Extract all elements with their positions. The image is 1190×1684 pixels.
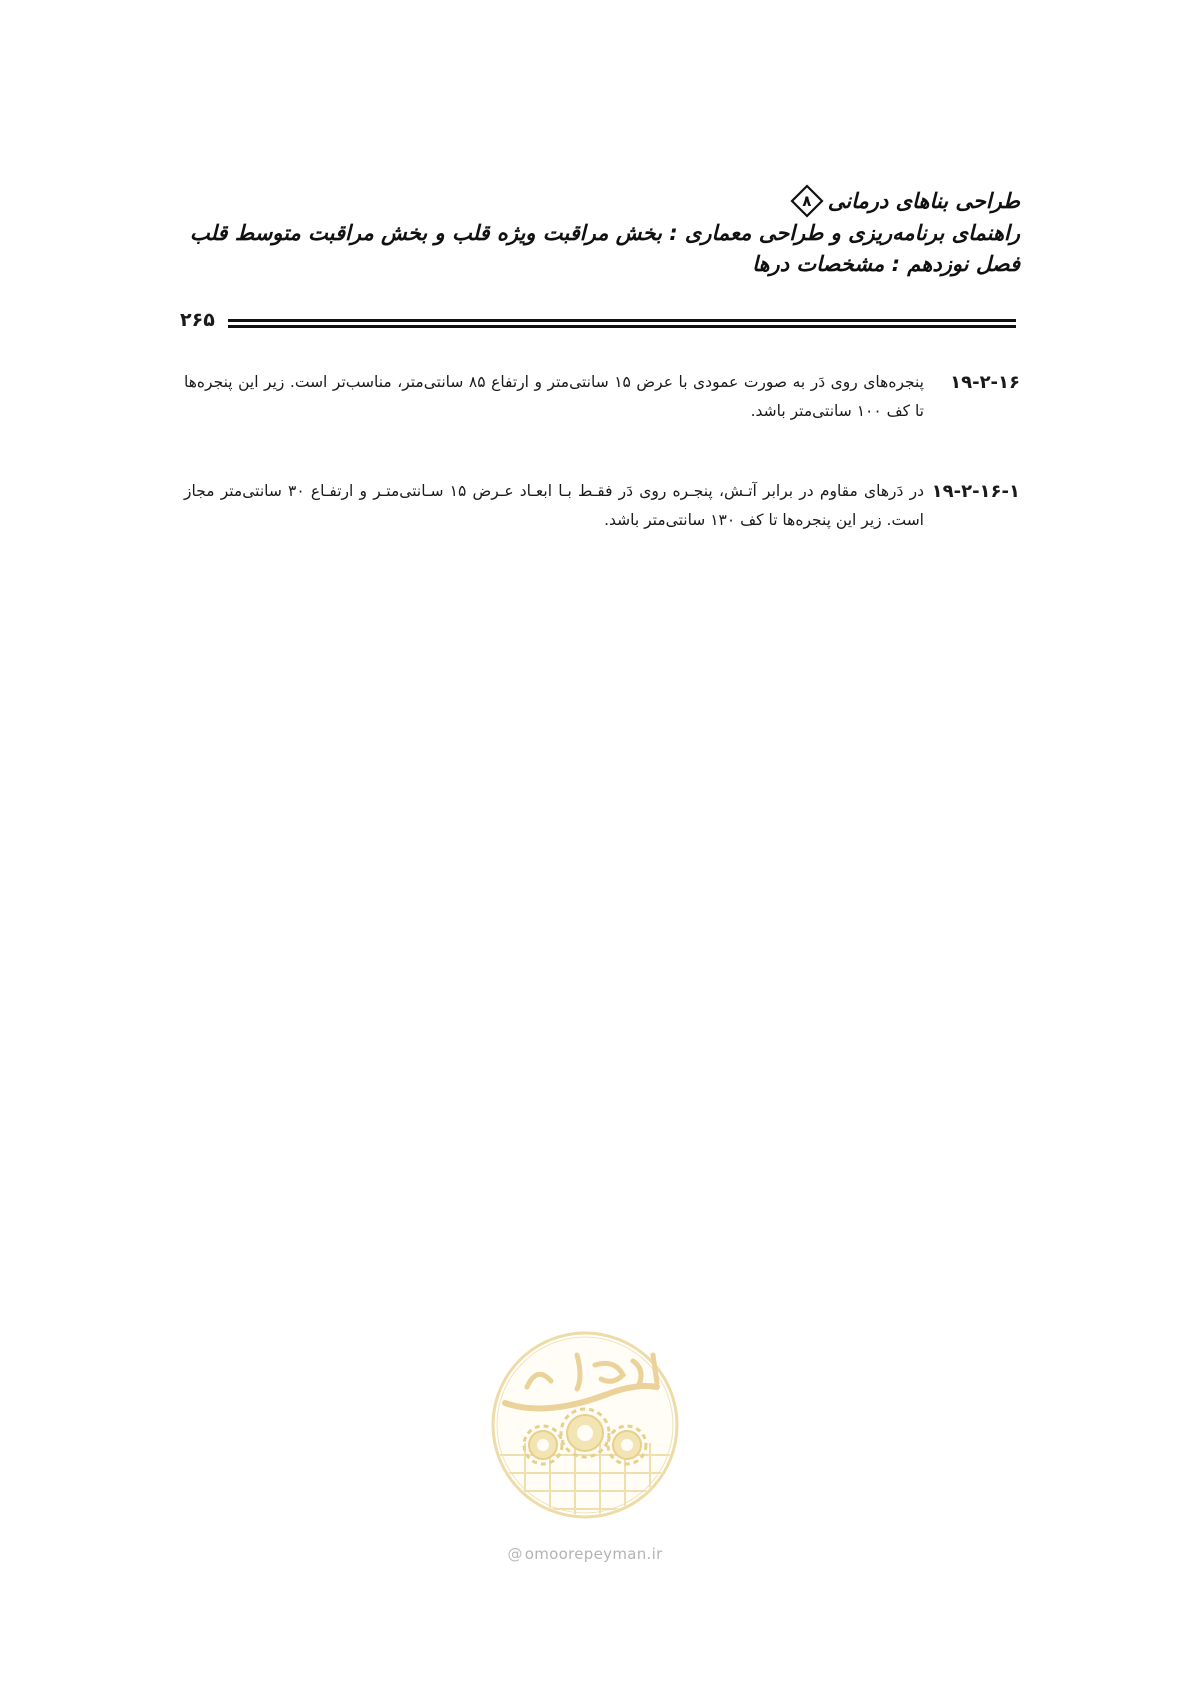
guide-title: راهنمای برنامه‌ریزی و طراحی معماری : بخش مراقبت ویژه قلب و بخش مراقبت متوسط قلب (189, 221, 1020, 245)
page-header (190, 184, 1020, 280)
watermark-logo (485, 1325, 685, 1525)
book-title-line (190, 184, 1020, 218)
paragraph-number: ۱۹-۲-۱۶-۱ (931, 481, 1020, 502)
paragraph-text: پنجره‌های روی دَر به صورت عمودی با عرض ۱۵ سانتی‌متر و ارتفاع ۸۵ سانتی‌متر، مناسب‌تر است. زیر این پنجره‌ها تا کف ۱۰۰ سانتی‌متر باشد. (184, 373, 924, 420)
book-title: طراحی بناهای درمانی (827, 188, 1020, 213)
omoorepeyman-logo-icon (485, 1325, 685, 1525)
paragraph-19-2-16-1 (180, 477, 1020, 535)
chapter-title: فصل نوزدهم : مشخصات درها (752, 252, 1020, 276)
paragraph-number: ۱۹-۲-۱۶ (950, 372, 1020, 393)
at-icon: @ (507, 1545, 523, 1563)
volume-number: ۸ (802, 191, 812, 210)
page-number: ۲۶۵ (180, 309, 215, 331)
watermark-url-text: omoorepeyman.ir (524, 1545, 663, 1563)
watermark-url (475, 1545, 695, 1563)
header-rule (180, 318, 1016, 330)
volume-badge (790, 184, 824, 218)
paragraph-19-2-16 (180, 368, 1020, 426)
paragraph-text: در دَرهای مقاوم در برابر آتـش، پنجـره روی دَر فقـط بـا ابعـاد عـرض ۱۵ سـانتی‌متـر و ارتفـاع ۳۰ سانتی‌متر مجاز است. زیر این پنجره‌ها تا کف ۱۳۰ سانتی‌متر باشد. (184, 482, 924, 529)
